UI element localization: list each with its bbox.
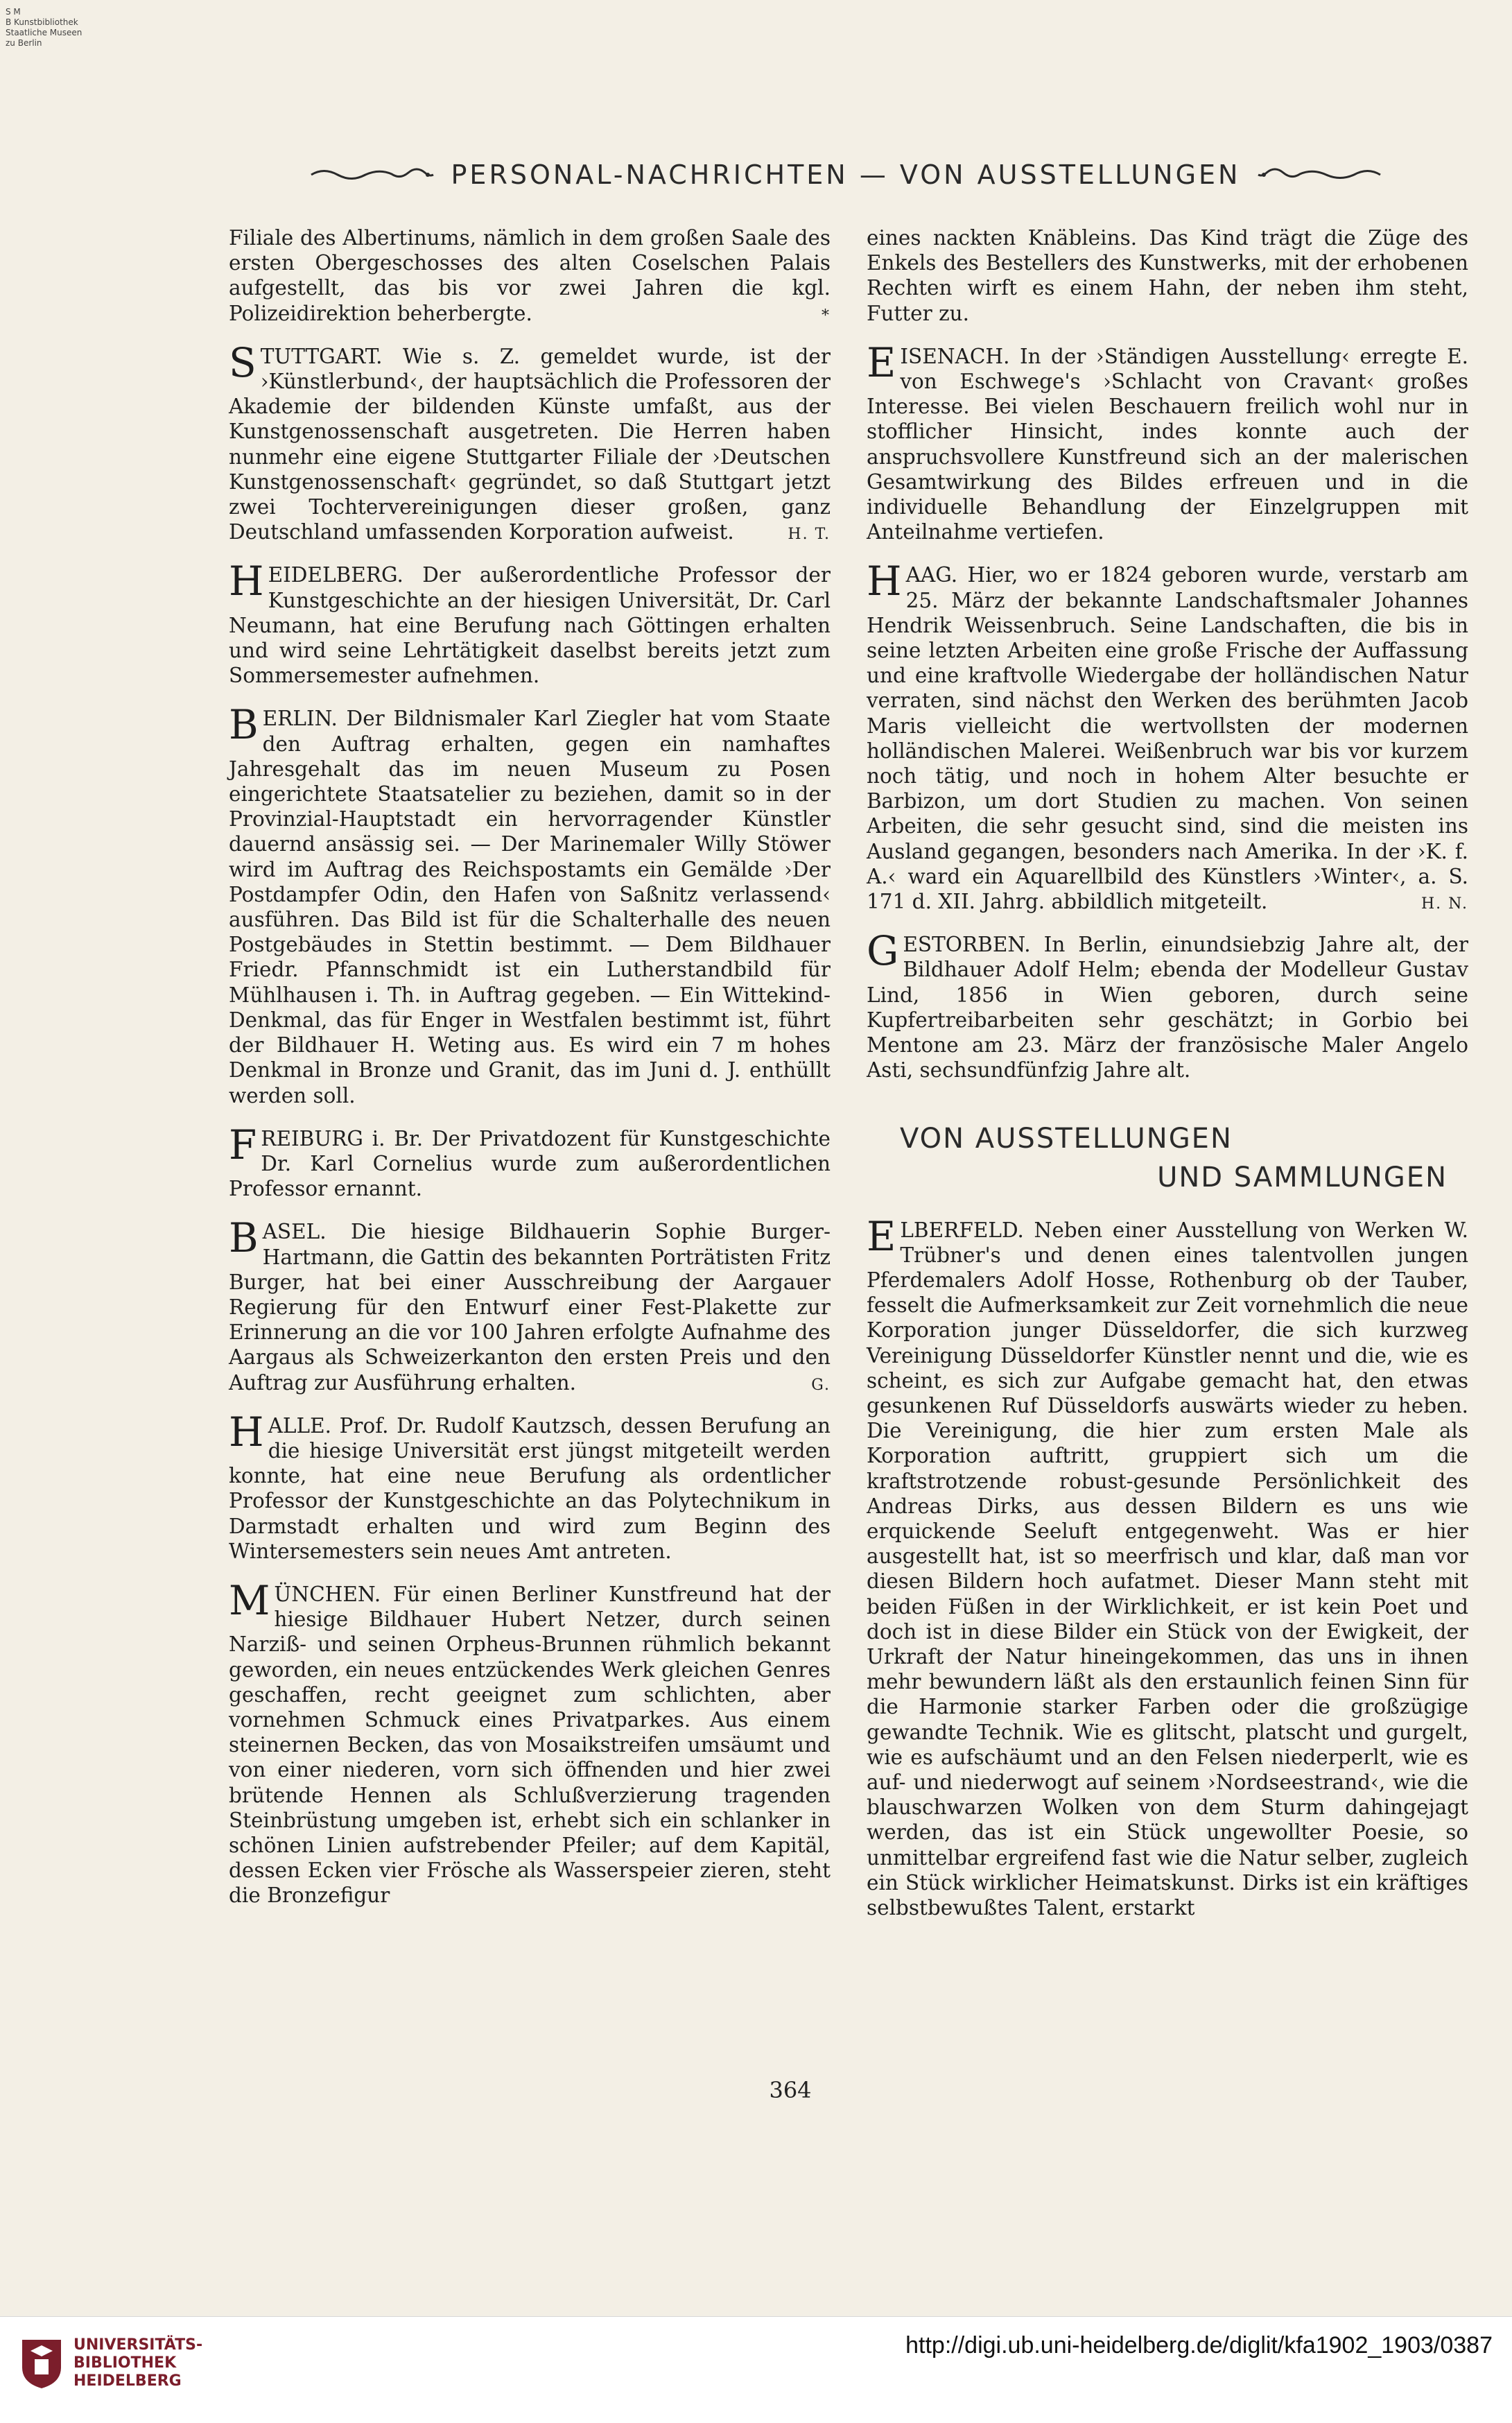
page-number: 364 [769,2077,812,2103]
article-paragraph [229,558,831,688]
library-stamp [6,7,82,49]
article-paragraph [229,225,831,326]
paragraph-signature: * [822,307,831,325]
section-heading-line: UND SAMMLUNGEN [1157,1161,1448,1193]
paragraph-text: FREIBURG i. Br. Der Privatdozent für Kunstgeschichte Dr. Karl Cornelius wurde zum außerordentlichen Professor ernannt. [229,1121,831,1201]
right-column [867,225,1468,1938]
paragraph-text: Filiale des Albertinums, nämlich in dem großen Saale des ersten Obergeschosses des alten Coselschen Palais aufgestellt, das bis vor zwei Jahren die kgl. Polizeidirektion beherbergte. [229,226,831,325]
stamp-line: zu Berlin [6,38,42,48]
stamp-line: Staatliche Museen [6,28,82,37]
header-title: PERSONAL-NACHRICHTEN — VON AUSSTELLUNGEN [451,159,1241,190]
paragraph-text: HALLE. Prof. Dr. Rudolf Kautzsch, dessen Berufung an die hiesige Universität erst jüngst mitgeteilt werden konnte, hat eine neue Berufung als ordentlicher Professor der Kunstgeschichte an das Polytechnikum in Darmstadt erhalten und wird zum Beginn des Wintersemesters sein neues Amt antreten. [229,1408,831,1563]
paragraph-text: HEIDELBERG. Der außerordentliche Professor der Kunstgeschichte an der hiesigen Universität, Dr. Carl Neumann, hat eine Berufung nach Göttingen erhalten und wird seine Lehrtätigkeit daselbst bereits jetzt zum Sommersemester aufnehmen. [229,558,831,688]
article-paragraph [229,701,831,1107]
article-paragraph [867,927,1468,1083]
university-seal-icon [19,2337,64,2390]
library-name-line: UNIVERSITÄTS- [73,2336,203,2354]
paragraph-text: ELBERFELD. Neben einer Ausstellung von Werken W. Trübner's und denen eines talentvollen jungen Pferdemalers Adolf Hosse, Rothenburg ob der Tauber, fesselt die Aufmerksamkeit zur Zeit vornehmlich die neue Korporation junger Düsseldorfer, die sich kurzweg Vereinigung Düsseldorfer Künstler nennt und die, wie es scheint, es sich zur Aufgabe gemacht hat, den etwas gesunkenen Ruf Düsseldorfs auswärts wieder zu heben. Die Vereinigung, die hier zum ersten Male als Korporation auftritt, gruppiert sich um die kraftstrotzende robust-gesunde Persönlichkeit des Andreas Dirks, aus dessen Bildern es uns wie erquickende Seeluft entgegenweht. Was er hier ausgestellt hat, ist so meerfrisch und klar, daß man vor diesen Bildern hoch aufatmet. Dieser Mann steht mit beiden Füßen in der Wirklichkeit, er ist kein Poet und doch ist in diese Bilder ein Stück von der Ewigkeit, der Urkraft der Natur hineingekommen, das uns in ihnen mehr bewundern läßt als den erstaunlich feinen Sinn für die Harmonie starker Farben oder die großzügige gewandte Technik. Wie es glitscht, platscht und gurgelt, wie es aufschäumt und an den Felsen niederperlt, wie es auf- und niederwogt auf seinem ›Nordseestrand‹, wie die blauschwarzen Wolken von dem Sturm dahingejagt werden, das ist ein Stück ungewollter Poesie, so unmittelbar ergreifend fast wie die Natur selber, zugleich ein Stück wirklicher Heimatskunst. Dirks ist ein kräftiges selbstbewußtes Talent, erstarkt [867,1212,1468,1920]
article-paragraph [229,338,831,545]
paragraph-signature: G. [811,1376,831,1394]
permalink[interactable]: http://digi.ub.uni-heidelberg.de/diglit/kfa1902_1903/0387 [905,2332,1493,2359]
paragraph-text: eines nackten Knäbleins. Das Kind trägt die Züge des Enkels des Bestellers des Kunstwerks, mit der erhobenen Rechten wirft es einem Hahn, der neben ihm steht, Futter zu. [867,226,1468,325]
right-ornament-icon [1257,164,1382,185]
library-name-line: BIBLIOTHEK [73,2354,177,2372]
paragraph-signature: H. T. [788,526,831,544]
paragraph-text: BASEL. Die hiesige Bildhauerin Sophie Burger-Hartmann, die Gattin des bekannten Porträtisten Fritz Burger, hat bei einer Ausschreibung der Aargauer Regierung für den Entwurf einer Fest-Plakette zur Erinnerung an die vor 100 Jahren erfolgte Aufnahme des Aargaus als Schweizerkanton den ersten Preis und den Auftrag zur Ausführung erhalten. [229,1214,831,1395]
viewer-footer [0,2316,1512,2423]
library-logo[interactable] [19,2336,202,2390]
paragraph-text: STUTTGART. Wie s. Z. gemeldet wurde, ist der ›Künstlerbund‹, der hauptsächlich die Professoren der Akademie der bildenden Künste umfaßt, aus der Kunstgenossenschaft ausgetreten. Die Herren haben nunmehr eine eigene Stuttgarter Filiale der ›Deutschen Kunstgenossenschaft‹ gegründet, so daß Stuttgart jetzt zwei Tochtervereinigungen dieser großen, ganz Deutschland umfassenden Korporation aufweist. [229,338,831,544]
stamp-line: B Kunstbibliothek [6,17,78,27]
paragraph-text: HAAG. Hier, wo er 1824 geboren wurde, verstarb am 25. März der bekannte Landschaftsmaler Johannes Hendrik Weissenbruch. Seine Landschaften, die bis in seine letzten Arbeiten eine große Frische der Auffassung und eine kraftvolle Wiedergabe der holländischen Natur verraten, sind nächst den Werken des berühmten Jacob Maris vielleicht die wertvollsten der modernen holländischen Malerei. Weißenbruch war bis vor kurzem noch tätig, und noch in hohem Alter besuchte er Barbizon, um dort Studien zu machen. Von seinen Arbeiten, die sehr gesucht sind, sind die meisten ins Ausland gegangen, besonders nach Amerika. In der ›K. f. A.‹ ward ein Aquarellbild des Künstlers ›Winter‹, a. S. 171 d. XII. Jahrg. abbildlich mitgeteilt. [867,558,1468,914]
left-column [229,225,831,1926]
left-ornament-icon [310,164,435,185]
article-paragraph [867,1212,1468,1921]
paragraph-text: GESTORBEN. In Berlin, einundsiebzig Jahre alt, der Bildhauer Adolf Helm; ebenda der Modelleur Gustav Lind, 1856 in Wien geboren, durch seine Kupfertreibarbeiten sehr geschätzt; in Gorbio bei Mentone am 23. März der französische Maler Angelo Asti, sechsundfünfzig Jahre alt. [867,927,1468,1083]
article-paragraph [867,338,1468,545]
article-paragraph [229,1121,831,1202]
article-paragraph [229,1408,831,1564]
paragraph-text: BERLIN. Der Bildnismaler Karl Ziegler hat vom Staate den Auftrag erhalten, gegen ein namhaftes Jahresgehalt das im neuen Museum zu Posen eingerichtete Staatsatelier zu beziehen, damit so in der Provinzial-Hauptstadt ein hervorragender Künstler dauernd ansässig sei. — Der Marinemaler Willy Stöwer wird im Auftrag des Reichspostamts ein Gemälde ›Der Postdampfer Odin, den Hafen von Saßnitz verlassend‹ ausführen. Das Bild ist für die Schalterhalle des neuen Postgebäudes in Stettin bestimmt. — Dem Bildhauer Friedr. Pfannschmidt ist ein Lutherstandbild für Mühlhausen i. Th. in Auftrag gegeben. — Ein Wittekind-Denkmal, das für Enger in Westfalen bestimmt ist, führt der Bildhauer H. Weting aus. Es wird ein 7 m hohes Denkmal in Bronze und Granit, das im Juni d. J. enthüllt werden soll. [229,701,831,1107]
library-name [73,2336,202,2390]
article-paragraph [229,1576,831,1908]
article-paragraph [867,225,1468,326]
stamp-line: S M [6,7,21,17]
paragraph-text: EISENACH. In der ›Ständigen Ausstellung‹ erregte E. von Eschwege's ›Schlacht von Cravant‹ großes Interesse. Bei vielen Beschauern freilich wohl nur in stofflicher Hinsicht, indes konnte auch der anspruchsvollere Kunstfreund sich an der malerischen Gesamtwirkung des Bildes erfreuen und in die individuelle Behandlung der Einzelgruppen mit Anteilnahme vertiefen. [867,338,1468,544]
section-heading [867,1119,1468,1197]
article-paragraph [229,1214,831,1395]
paragraph-text: MÜNCHEN. Für einen Berliner Kunstfreund hat der hiesige Bildhauer Hubert Netzer, durch seinen Narziß- und seinen Orpheus-Brunnen rühmlich bekannt geworden, ein neues entzückendes Werk gleichen Genres geschaffen, recht geeignet zum schlichten, aber vornehmen Schmuck eines Privatparkes. Aus einem steinernen Becken, das von Mosaikstreifen umsäumt und von einer niederen, vorn sich öffnenden und hier zwei brütende Hennen als Schlußverzierung tragenden Steinbrüstung umgeben ist, erhebt sich ein schlanker in schönen Linien aufstrebender Pfeiler; auf dem Kapitäl, dessen Ecken vier Frösche als Wasserspeier zieren, steht die Bronzefigur [229,1576,831,1908]
paragraph-signature: H. N. [1420,895,1468,913]
running-header [263,154,1428,196]
library-name-line: HEIDELBERG [73,2372,182,2390]
article-paragraph [867,558,1468,914]
section-heading-line: VON AUSSTELLUNGEN [900,1122,1233,1155]
